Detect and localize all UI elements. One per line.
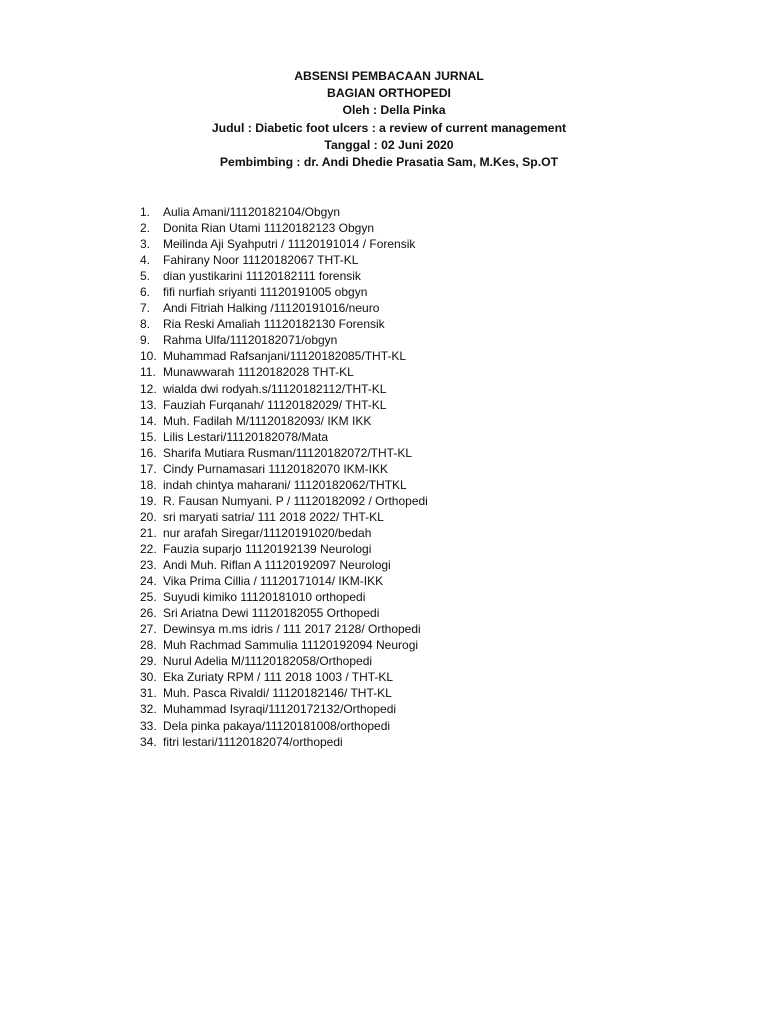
document-title: ABSENSI PEMBACAAN JURNAL	[294, 69, 484, 83]
list-item-number: 16.	[140, 445, 157, 460]
list-item-number: 11.	[140, 365, 156, 380]
list-item	[140, 589, 428, 605]
list-item-number: 5.	[140, 269, 151, 284]
list-item-text: Dewinsya m.ms idris / 111 2017 2128/ Orthopedi	[163, 622, 421, 637]
list-item	[140, 605, 428, 621]
list-item	[140, 413, 428, 429]
list-item	[140, 734, 428, 750]
list-item-text: Meilinda Aji Syahputri / 11120191014 / Forensik	[163, 237, 416, 252]
list-item-text: Fauziah Furqanah/ 11120182029/ THT-KL	[163, 397, 387, 412]
list-item	[140, 348, 428, 364]
list-item-number: 1.	[140, 205, 151, 219]
list-item-text: Muh. Fadilah M/11120182093/ IKM IKK	[163, 413, 372, 428]
list-item-text: wialda dwi rodyah.s/11120182112/THT-KL	[163, 381, 387, 396]
list-item-text: Eka Zuriaty RPM / 111 2018 1003 / THT-KL	[163, 670, 394, 685]
list-item	[140, 397, 428, 413]
list-item-text: Muhammad Rafsanjani/11120182085/THT-KL	[163, 349, 407, 364]
list-item-text: dian yustikarini 11120182111 forensik	[163, 269, 361, 284]
list-item	[140, 381, 428, 397]
list-item-number: 26.	[140, 606, 157, 621]
list-item	[140, 364, 428, 380]
list-item-text: Sri Ariatna Dewi 11120182055 Orthopedi	[163, 606, 380, 621]
list-item-number: 14.	[140, 413, 157, 428]
list-item-text: Nurul Adelia M/11120182058/Orthopedi	[163, 654, 373, 669]
list-item	[140, 669, 428, 685]
list-item-text: Ria Reski Amaliah 11120182130 Forensik	[163, 317, 385, 332]
list-item	[140, 477, 428, 493]
list-item-text: Vika Prima Cillia / 11120171014/ IKM-IKK	[163, 574, 384, 589]
list-item-number: 10.	[140, 349, 157, 364]
list-item-number: 34.	[140, 734, 157, 749]
list-item-number: 23.	[140, 558, 157, 573]
list-item-text: Sharifa Mutiara Rusman/11120182072/THT-KL	[163, 445, 413, 460]
list-item-number: 27.	[140, 622, 157, 637]
list-item-text: R. Fausan Numyani. P / 11120182092 / Orthopedi	[163, 493, 428, 508]
list-item-number: 12.	[140, 381, 157, 396]
list-item-number: 17.	[140, 461, 157, 476]
list-item-number: 4.	[140, 253, 151, 268]
list-item	[140, 573, 428, 589]
list-item-text: Suyudi kimiko 11120181010 orthopedi	[163, 590, 366, 605]
advisor-line: Pembimbing : dr. Andi Dhedie Prasatia Sam, M.Kes, Sp.OT	[219, 155, 559, 170]
list-item-number: 8.	[140, 317, 151, 332]
list-item-number: 32.	[140, 702, 157, 717]
list-item-number: 6.	[140, 285, 151, 300]
list-item-text: Andi Fitriah Halking /11120191016/neuro	[163, 301, 380, 316]
list-item-text: Cindy Purnamasari 11120182070 IKM-IKK	[163, 461, 389, 476]
list-item-text: Fahirany Noor 11120182067 THT-KL	[163, 253, 359, 268]
list-item-text: Andi Muh. Riflan A 11120192097 Neurologi	[163, 558, 391, 573]
list-item	[140, 316, 428, 332]
list-item-text: Lilis Lestari/11120182078/Mata	[163, 429, 328, 444]
list-item	[140, 525, 428, 541]
list-item-number: 19.	[140, 493, 157, 508]
list-item-text: Munawwarah 11120182028 THT-KL	[163, 365, 354, 380]
list-item-text: Rahma Ulfa/11120182071/obgyn	[163, 333, 338, 348]
list-item-number: 29.	[140, 654, 157, 669]
list-item-text: fitri lestari/11120182074/orthopedi	[163, 734, 343, 749]
list-item-text: nur arafah Siregar/11120191020/bedah	[163, 525, 372, 540]
list-item-number: 15.	[140, 429, 157, 444]
list-item-number: 22.	[140, 541, 157, 556]
list-item-number: 21.	[140, 525, 157, 540]
list-item-number: 13.	[140, 397, 157, 412]
list-item-number: 28.	[140, 638, 157, 653]
list-item	[140, 653, 428, 669]
list-item-number: 2.	[140, 221, 151, 236]
date-line: Tanggal : 02 Juni 2020	[324, 137, 454, 152]
list-item	[140, 461, 428, 477]
list-item-text: Donita Rian Utami 11120182123 Obgyn	[163, 221, 375, 236]
list-item-number: 31.	[140, 686, 157, 701]
list-item-text: fifi nurfiah sriyanti 11120191005 obgyn	[163, 285, 368, 300]
department-line: BAGIAN ORTHOPEDI	[327, 86, 451, 101]
document-header	[0, 68, 768, 171]
list-item-number: 25.	[140, 590, 157, 605]
list-item	[140, 701, 428, 717]
list-item	[140, 332, 428, 348]
list-item	[140, 685, 428, 701]
list-item-number: 7.	[140, 301, 151, 316]
list-item	[140, 429, 428, 445]
list-item	[140, 621, 428, 637]
list-item-number: 9.	[140, 333, 151, 348]
list-item	[140, 445, 428, 461]
list-item	[140, 204, 428, 220]
list-item	[140, 268, 428, 284]
list-item	[140, 509, 428, 525]
presenter-line: Oleh : Della Pinka	[342, 103, 446, 118]
list-item-text: sri maryati satria/ 111 2018 2022/ THT-KL	[163, 509, 384, 524]
journal-title-line: Judul : Diabetic foot ulcers : a review of current management	[211, 120, 567, 135]
attendance-list	[140, 204, 428, 750]
list-item	[140, 493, 428, 509]
list-item-number: 18.	[140, 477, 157, 492]
list-item	[140, 236, 428, 252]
list-item-text: Aulia Amani/11120182104/Obgyn	[163, 205, 341, 219]
list-item	[140, 637, 428, 653]
list-item-text: Fauzia suparjo 11120192139 Neurologi	[163, 541, 372, 556]
list-item-text: Muh. Pasca Rivaldi/ 11120182146/ THT-KL	[163, 686, 392, 701]
list-item-number: 20.	[140, 509, 157, 524]
list-item-number: 24.	[140, 574, 157, 589]
list-item-number: 30.	[140, 670, 157, 685]
list-item-text: Muh Rachmad Sammulia 11120192094 Neurogi	[163, 638, 419, 653]
list-item	[140, 284, 428, 300]
list-item-text: Dela pinka pakaya/11120181008/orthopedi	[163, 718, 391, 733]
list-item-number: 33.	[140, 718, 157, 733]
list-item-text: Muhammad Isyraqi/11120172132/Orthopedi	[163, 702, 397, 717]
list-item-text: indah chintya maharani/ 11120182062/THTKL	[163, 477, 407, 492]
list-item	[140, 718, 428, 734]
list-item	[140, 220, 428, 236]
list-item	[140, 252, 428, 268]
list-item	[140, 300, 428, 316]
list-item-number: 3.	[140, 237, 151, 252]
list-item	[140, 557, 428, 573]
list-item	[140, 541, 428, 557]
